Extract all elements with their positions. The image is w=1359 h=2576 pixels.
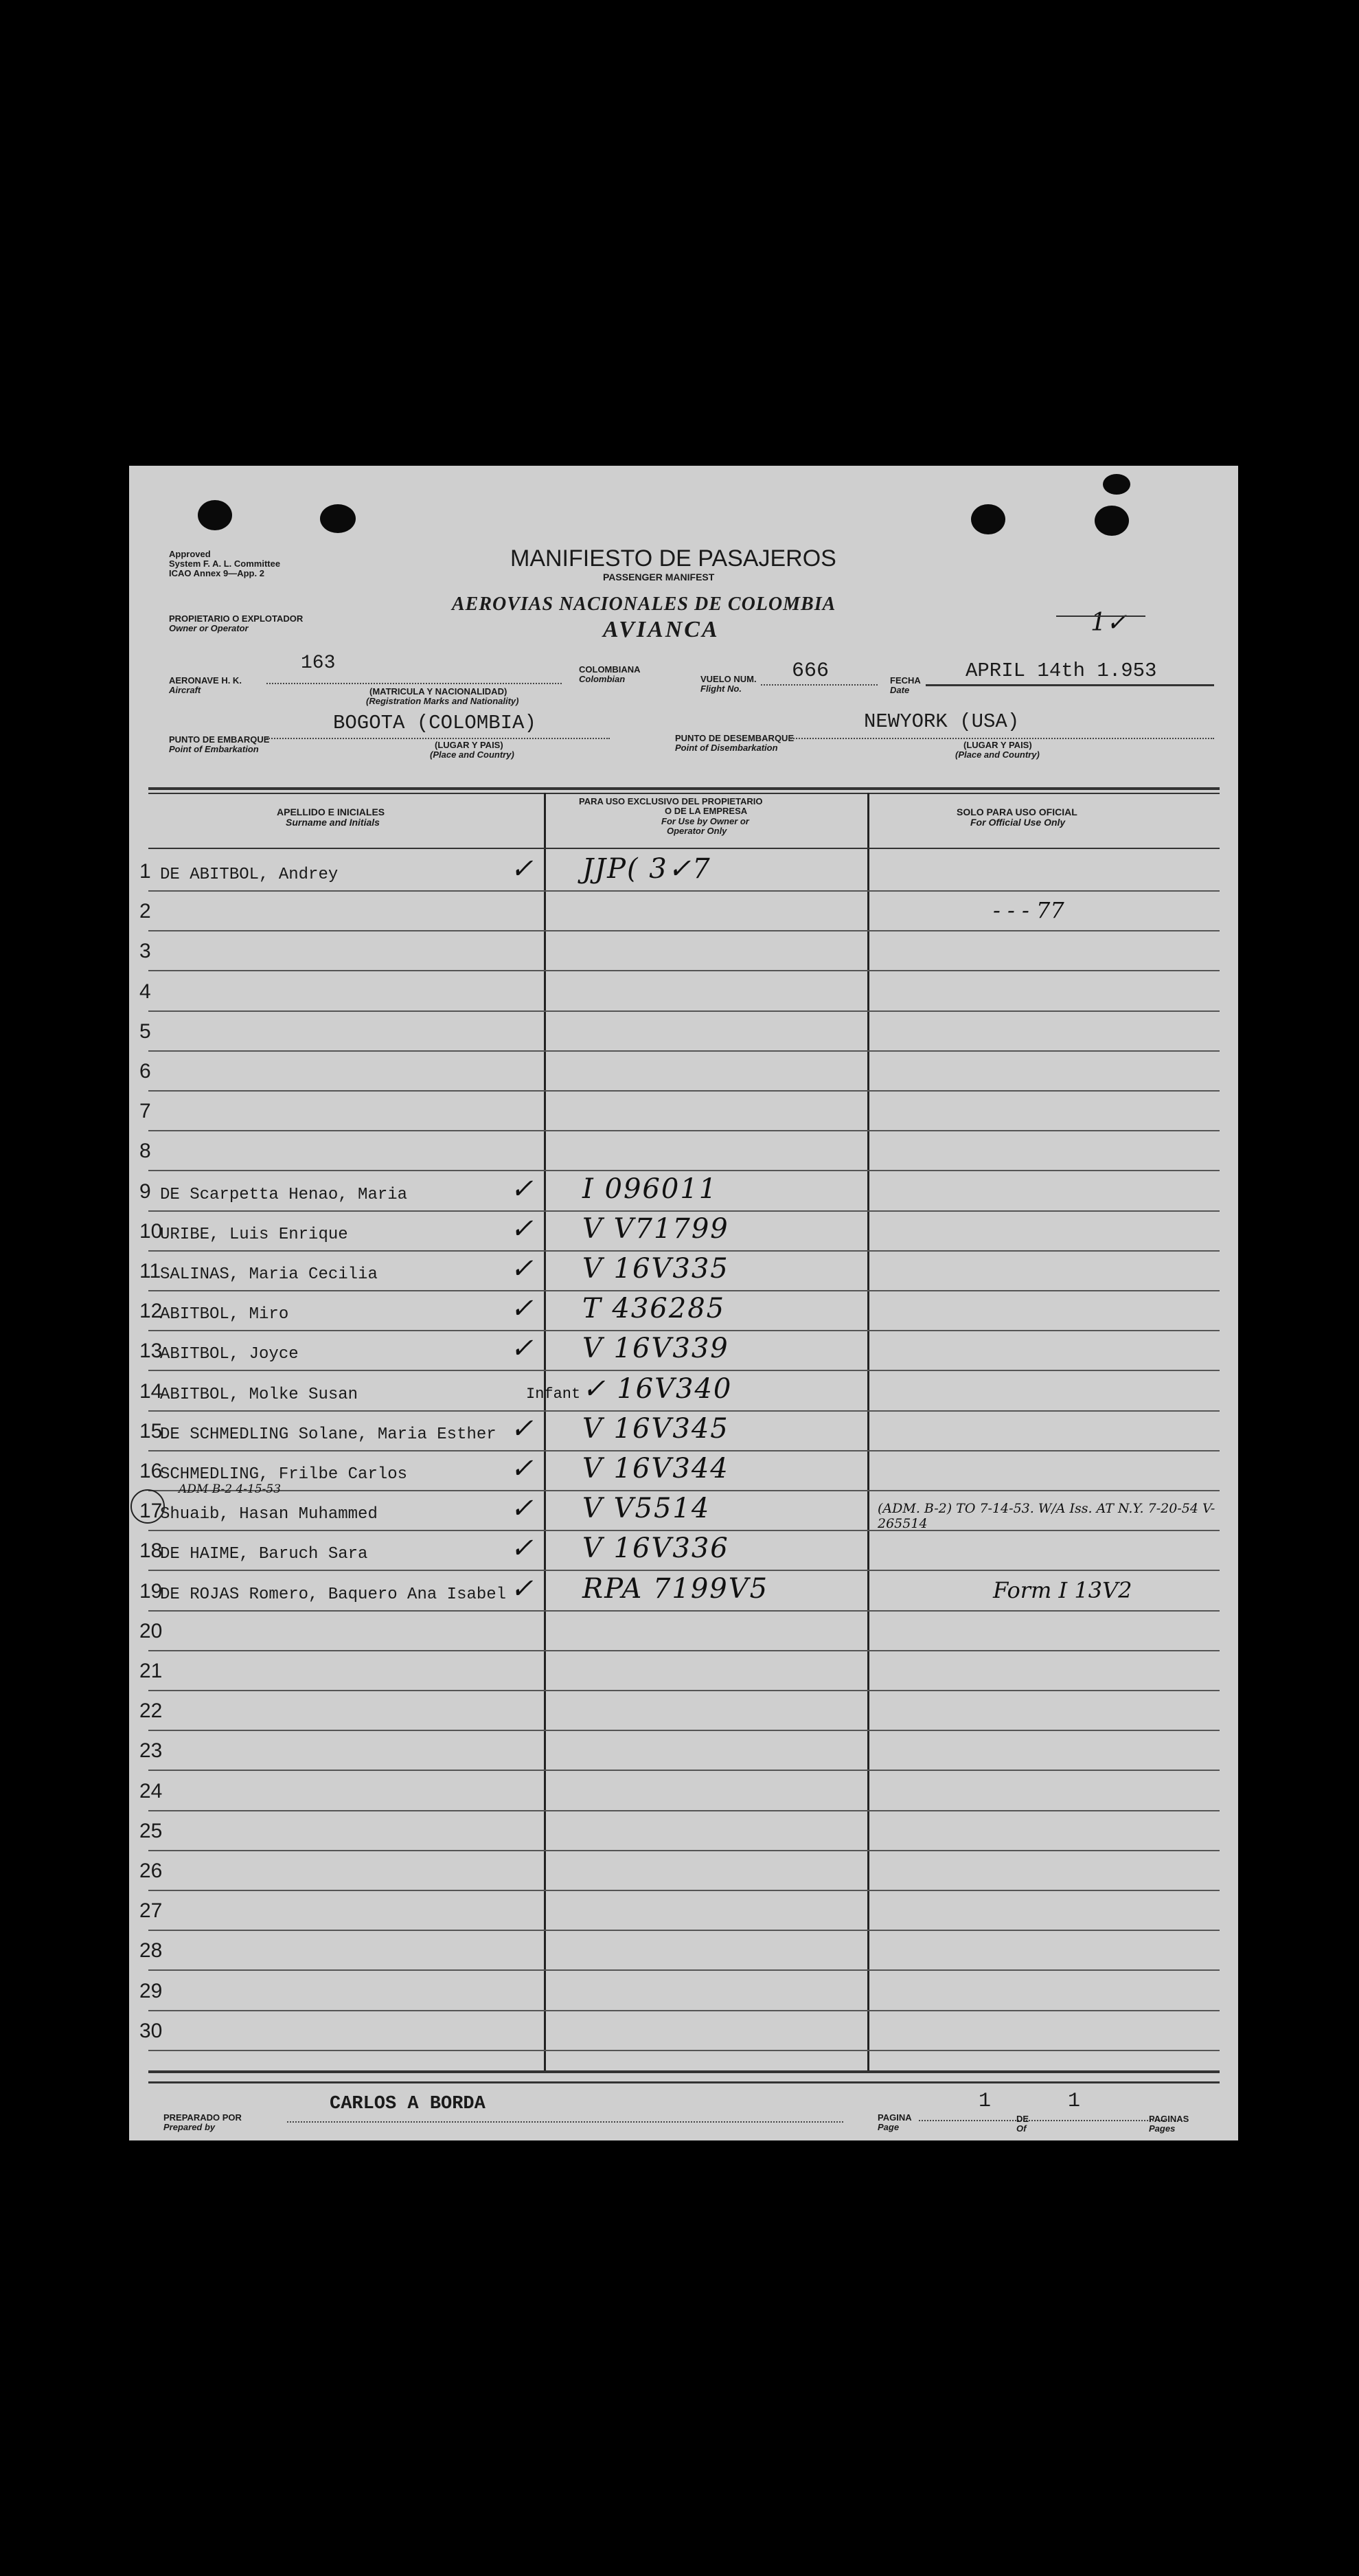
- date-value: APRIL 14th 1.953: [966, 659, 1157, 682]
- row-rule: [148, 930, 1220, 931]
- table-top-rule-2: [148, 793, 1220, 794]
- header-bottom-rule: [148, 848, 1220, 849]
- flight-label: VUELO NUM.: [700, 674, 757, 684]
- disembarkation-line: [788, 738, 1214, 739]
- disembarkation-sublabel: Point of Disembarkation: [675, 743, 778, 753]
- owner-use-entry: V 16V339: [582, 1333, 729, 1364]
- punch-hole-right-2: [1095, 506, 1129, 536]
- aircraft-label: AERONAVE H. K.: [169, 675, 242, 686]
- passenger-name: DE ROJAS Romero, Baquero Ana Isabel: [160, 1585, 507, 1604]
- disembarkation-label: PUNTO DE DESEMBARQUE: [675, 733, 795, 743]
- passenger-name: DE Scarpetta Henao, Maria: [160, 1186, 408, 1204]
- col2-subheader-line1: For Use by Owner or: [661, 816, 749, 826]
- airline-short-name: AVIANCA: [603, 617, 720, 642]
- row-rule: [148, 1130, 1220, 1131]
- row-number: 18: [139, 1539, 163, 1562]
- embarkation-place-sublabel: (Place and Country): [430, 749, 514, 760]
- date-line: [926, 684, 1214, 686]
- row-rule: [148, 1490, 1220, 1491]
- corner-mark-underline: [1056, 615, 1145, 617]
- passenger-check-mark: ✓: [510, 1173, 534, 1205]
- approval-line3: ICAO Annex 9—App. 2: [169, 568, 264, 578]
- table-bottom-rule: [148, 2070, 1220, 2073]
- owner-use-entry: V V5514: [582, 1493, 711, 1524]
- row-number: 28: [139, 1939, 163, 1962]
- row-number: 9: [139, 1180, 151, 1203]
- row-number: 2: [139, 900, 151, 923]
- row-rule: [148, 1050, 1220, 1052]
- date-label: FECHA: [890, 675, 921, 686]
- passenger-name: DE SCHMEDLING Solane, Maria Esther: [160, 1425, 496, 1444]
- punch-hole-left-2: [320, 504, 356, 533]
- pages-label: PAGINAS: [1149, 2114, 1189, 2124]
- owner-use-entry: V 16V344: [582, 1453, 729, 1484]
- owner-use-entry: JJP( 3✓7: [582, 853, 711, 885]
- row-rule: [148, 890, 1220, 892]
- embarkation-label: PUNTO DE EMBARQUE: [169, 734, 270, 745]
- passenger-check-mark: ✓: [510, 1213, 534, 1245]
- passenger-check-mark: ✓: [510, 1413, 534, 1445]
- row-number: 7: [139, 1100, 151, 1122]
- punch-hole-left: [198, 500, 232, 530]
- row-rule: [148, 1610, 1220, 1612]
- passenger-name: URIBE, Luis Enrique: [160, 1225, 348, 1244]
- row-number: 30: [139, 2020, 163, 2042]
- row-rule: [148, 1770, 1220, 1771]
- col1-header: APELLIDO E INICIALES: [277, 806, 385, 817]
- embarkation-value: BOGOTA (COLOMBIA): [333, 712, 536, 734]
- owner-use-entry: RPA 7199V5: [582, 1573, 769, 1605]
- col3-header: SOLO PARA USO OFICIAL: [957, 806, 1077, 817]
- row-rule: [148, 1930, 1220, 1931]
- row-rule: [148, 1890, 1220, 1891]
- col1-subheader: Surname and Initials: [286, 817, 380, 828]
- page-sublabel: Page: [878, 2122, 900, 2132]
- column-divider-1: [544, 793, 546, 2070]
- row-number: 1: [139, 860, 151, 883]
- owner-label: PROPIETARIO O EXPLOTADOR: [169, 613, 304, 624]
- approval-line1: Approved: [169, 549, 211, 559]
- page-subtitle: PASSENGER MANIFEST: [603, 572, 715, 583]
- row-rule: [148, 1850, 1220, 1851]
- col2-subheader-line2: Operator Only: [667, 826, 727, 836]
- disembarkation-place-sublabel: (Place and Country): [955, 749, 1040, 760]
- owner-use-entry: V 16V345: [582, 1413, 729, 1445]
- row-rule: [148, 1730, 1220, 1731]
- row17-note: ADM B-2 4-15-53: [179, 1482, 282, 1496]
- passenger-check-mark: ✓: [510, 1493, 534, 1524]
- owner-use-entry: V 16V335: [582, 1253, 729, 1285]
- footer-top-rule: [148, 2081, 1220, 2083]
- row-number: 14: [139, 1380, 163, 1403]
- disembarkation-value: NEWYORK (USA): [864, 710, 1020, 733]
- page-title: MANIFIESTO DE PASAJEROS: [510, 545, 836, 572]
- row-number: 4: [139, 980, 151, 1003]
- row-rule: [148, 1330, 1220, 1331]
- page-label: PAGINA: [878, 2112, 912, 2123]
- row-number: 15: [139, 1420, 163, 1443]
- row-rule: [148, 1010, 1220, 1012]
- table-top-rule-1: [148, 787, 1220, 790]
- row-rule: [148, 2010, 1220, 2011]
- row-rule: [148, 1530, 1220, 1531]
- nationality-sublabel: Colombian: [579, 674, 626, 684]
- passenger-check-mark: ✓: [510, 1253, 534, 1285]
- row-rule: [148, 1810, 1220, 1811]
- row-rule: [148, 1690, 1220, 1691]
- prepared-line: [287, 2121, 843, 2123]
- row-rule: [148, 970, 1220, 971]
- embarkation-place-label: (LUGAR Y PAIS): [435, 740, 503, 750]
- row-rule: [148, 1210, 1220, 1212]
- row-rule: [148, 1170, 1220, 1171]
- row-number: 22: [139, 1699, 163, 1722]
- passenger-check-mark: ✓: [510, 1533, 534, 1564]
- manifest-sheet: [129, 466, 1238, 2140]
- passenger-check-mark: ✓: [510, 853, 534, 885]
- matricula-label: (MATRICULA Y NACIONALIDAD): [369, 686, 507, 697]
- of-sublabel: Of: [1016, 2123, 1027, 2134]
- passenger-name: ABITBOL, Molke Susan: [160, 1386, 358, 1404]
- flight-value: 666: [792, 659, 830, 683]
- punch-hole-right-3: [1103, 474, 1130, 495]
- owner-sublabel: Owner or Operator: [169, 623, 249, 633]
- row-number: 3: [139, 940, 151, 962]
- row-number: 17: [139, 1500, 163, 1522]
- passenger-name: Shuaib, Hasan Muhammed: [160, 1505, 378, 1524]
- row-number: 10: [139, 1220, 163, 1243]
- row-rule: [148, 1290, 1220, 1291]
- of-value: 1: [1068, 2090, 1081, 2113]
- row-number: 12: [139, 1300, 163, 1322]
- row-number: 23: [139, 1739, 163, 1762]
- row-rule: [148, 1650, 1220, 1651]
- row-number: 11: [139, 1260, 161, 1283]
- official-use-entry: Form I 13V2: [993, 1577, 1132, 1603]
- pages-sublabel: Pages: [1149, 2123, 1176, 2134]
- row-number: 13: [139, 1340, 163, 1362]
- row-rule: [148, 1410, 1220, 1412]
- row17-circle: [130, 1489, 165, 1524]
- row-number: 29: [139, 1980, 163, 2002]
- date-sublabel: Date: [890, 685, 910, 695]
- row-number: 20: [139, 1620, 163, 1642]
- owner-use-entry: I 096011: [582, 1173, 718, 1205]
- row-number: 6: [139, 1060, 151, 1083]
- owner-use-entry: V V71799: [582, 1213, 729, 1245]
- row-number: 8: [139, 1140, 151, 1162]
- row-rule: [148, 1969, 1220, 1971]
- of-label: DE: [1016, 2114, 1029, 2124]
- flight-sublabel: Flight No.: [700, 683, 742, 694]
- passenger-name: ABITBOL, Joyce: [160, 1345, 299, 1364]
- row-number: 5: [139, 1020, 151, 1043]
- owner-use-entry: V 16V336: [582, 1533, 729, 1564]
- matricula-sublabel: (Registration Marks and Nationality): [366, 696, 519, 706]
- row-rule: [148, 1570, 1220, 1571]
- passenger-name: SALINAS, Maria Cecilia: [160, 1265, 378, 1284]
- prepared-label: PREPARADO POR: [163, 2112, 242, 2123]
- row-number: 21: [139, 1660, 163, 1682]
- col2-header-line2: O DE LA EMPRESA: [665, 806, 748, 816]
- row-number: 27: [139, 1899, 163, 1922]
- row-rule: [148, 1090, 1220, 1092]
- row-number: 19: [139, 1580, 163, 1603]
- passenger-check-mark: ✓: [510, 1453, 534, 1484]
- row-number: 16: [139, 1460, 163, 1482]
- row-rule: [148, 1370, 1220, 1371]
- disembarkation-place-label: (LUGAR Y PAIS): [963, 740, 1032, 750]
- row-rule: [148, 2050, 1220, 2051]
- passenger-name: SCHMEDLING, Frilbe Carlos: [160, 1465, 408, 1484]
- aircraft-value: 163: [301, 653, 336, 674]
- passenger-check-mark: Infant: [526, 1386, 581, 1403]
- official-use-entry: (ADM. B-2) TO 7-14-53. W/A Iss. AT N.Y. 7-20-54 V-265514: [878, 1501, 1215, 1531]
- passenger-check-mark: ✓: [510, 1293, 534, 1324]
- owner-use-entry: T 436285: [582, 1293, 726, 1324]
- flight-line: [761, 684, 878, 686]
- approval-line2: System F. A. L. Committee: [169, 558, 281, 569]
- passenger-check-mark: ✓: [510, 1333, 534, 1364]
- aircraft-line: [266, 683, 562, 684]
- owner-use-entry: ✓ 16V340: [582, 1373, 733, 1405]
- aircraft-sublabel: Aircraft: [169, 685, 201, 695]
- column-divider-2: [867, 793, 869, 2070]
- passenger-name: ABITBOL, Miro: [160, 1305, 289, 1324]
- passenger-check-mark: ✓: [510, 1573, 534, 1605]
- col3-subheader: For Official Use Only: [970, 817, 1066, 828]
- passenger-name: DE ABITBOL, Andrey: [160, 866, 339, 884]
- passenger-name: DE HAIME, Baruch Sara: [160, 1545, 368, 1563]
- row-number: 24: [139, 1780, 163, 1803]
- embarkation-line: [266, 738, 610, 739]
- prepared-value: CARLOS A BORDA: [330, 2094, 486, 2114]
- page-value: 1: [979, 2090, 992, 2113]
- punch-hole-right: [971, 504, 1005, 534]
- embarkation-sublabel: Point of Embarkation: [169, 744, 259, 754]
- col2-header-line1: PARA USO EXCLUSIVO DEL PROPIETARIO: [579, 796, 763, 806]
- corner-mark: 1✓: [1090, 609, 1128, 637]
- row-rule: [148, 1450, 1220, 1451]
- of-line: [1034, 2120, 1165, 2121]
- prepared-sublabel: Prepared by: [163, 2122, 216, 2132]
- nationality-label: COLOMBIANA: [579, 664, 641, 675]
- airline-name: AEROVIAS NACIONALES DE COLOMBIA: [452, 594, 836, 615]
- official-use-entry: - - - 77: [993, 897, 1064, 923]
- row-number: 26: [139, 1860, 163, 1882]
- row-number: 25: [139, 1820, 163, 1842]
- row-rule: [148, 1250, 1220, 1252]
